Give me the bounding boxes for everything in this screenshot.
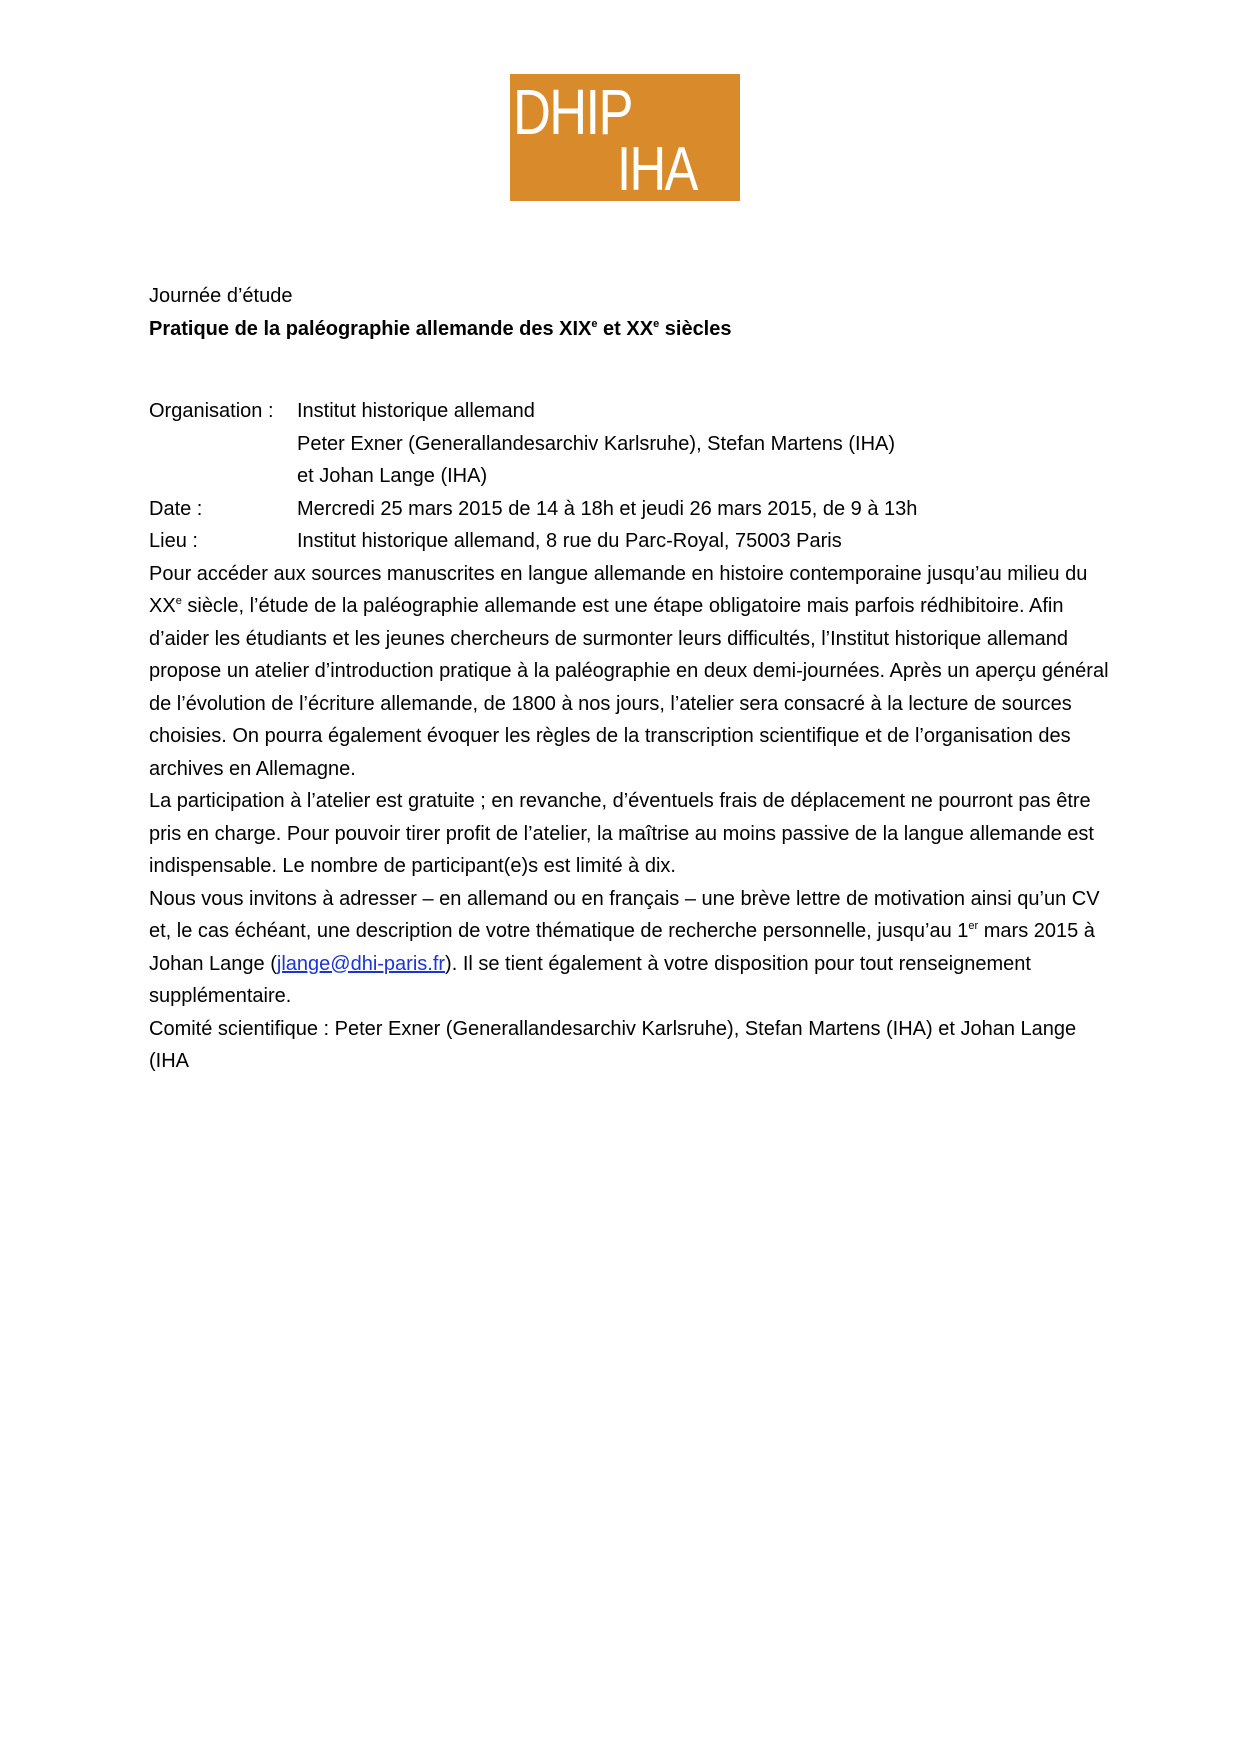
description-paragraph: Pour accéder aux sources manuscrites en langue allemande en histoire contemporaine jusqu’au milieu du XXe siècle, l’étude de la paléographie allemande est une étape obligatoire mais parfois rédhibitoire. Afin d’aider les étudiants et les jeunes chercheurs de surmonter leurs difficultés, l’Institut historique allemand propose un atelier d’introduction pratique à la paléographie en deux demi-journées. Après un aperçu général de l’évolution de l’écriture allemande, de 1800 à nos jours, l’atelier sera consacré à la lecture de sources choisies. On pourra également évoquer les règles de la transcription scientifique et de l’organisation des archives en Allemagne.	[149, 562, 1109, 780]
dhip-iha-logo	[510, 74, 740, 201]
lieu-value: Institut historique allemand, 8 rue du Parc-Royal, 75003 Paris	[297, 530, 842, 552]
event-title: Pratique de la paléographie allemande des XIXe et XXe siècles	[149, 317, 732, 340]
scientific-committee: Comité scientifique : Peter Exner (Generallandesarchiv Karlsruhe), Stefan Martens (IHA) et Johan Lange (IHA	[149, 1017, 1077, 1072]
organisation-row	[149, 395, 1109, 493]
participation-paragraph: La participation à l’atelier est gratuite ; en revanche, d’éventuels frais de déplacement ne pourront pas être pris en charge. Pour pouvoir tirer profit de l’atelier, la maîtrise au moins passive de la langue allemande est indispensable. Le nombre de participant(e)s est limité à dix.	[149, 790, 1094, 877]
event-type: Journée d’étude	[149, 285, 293, 307]
organisation-value: Institut historique allemand Peter Exner (Generallandesarchiv Karlsruhe), Stefan Martens (IHA) et Johan Lange (IHA)	[297, 400, 896, 487]
logo-line-iha: IHA	[617, 135, 697, 201]
lieu-label: Lieu :	[149, 530, 198, 552]
date-label: Date :	[149, 497, 203, 520]
document-body	[149, 280, 1109, 1078]
lieu-row	[149, 525, 1109, 558]
organisation-label: Organisation :	[149, 400, 274, 422]
date-row	[149, 493, 1109, 526]
date-value: Mercredi 25 mars 2015 de 14 à 18h et jeudi 26 mars 2015, de 9 à 13h	[297, 497, 918, 520]
event-info	[149, 395, 1109, 558]
application-paragraph: Nous vous invitons à adresser – en allemand ou en français – une brève lettre de motivation ainsi qu’un CV et, le cas échéant, une description de votre thématique de recherche personnelle, jusqu’au 1er mars 2015 à Johan Lange (jlange@dhi-paris.fr). Il se tient également à votre disposition pour tout renseignement supplémentaire.	[149, 887, 1100, 1007]
contact-email-link[interactable]: jlange@dhi-paris.fr	[276, 952, 446, 975]
logo-line-dhip: DHIP	[513, 76, 632, 148]
